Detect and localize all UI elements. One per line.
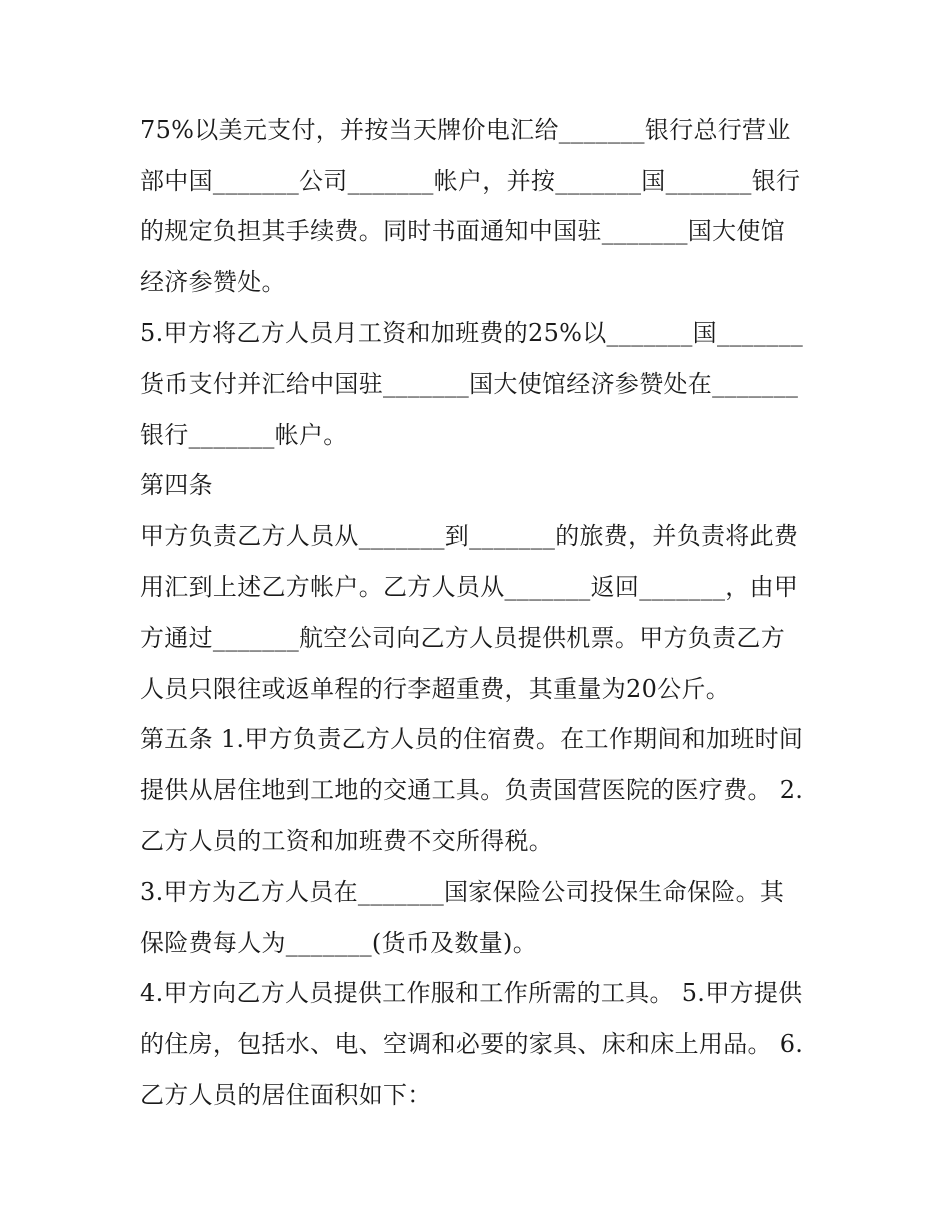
paragraph-line: 人员只限往或返单程的行李超重费，其重量为20公斤。 bbox=[140, 675, 731, 703]
paragraph-line: 5.甲方将乙方人员月工资和加班费的25%以_______国_______ bbox=[140, 319, 804, 347]
paragraph-line: 乙方人员的工资和加班费不交所得税。 bbox=[140, 827, 554, 855]
paragraph-line: 货币支付并汇给中国驻_______国大使馆经济参赞处在_______ bbox=[140, 370, 799, 398]
paragraph-line: 3.甲方为乙方人员在_______国家保险公司投保生命保险。其 bbox=[140, 878, 785, 906]
paragraph-line: 提供从居住地到工地的交通工具。负责国营医院的医疗费。 2. bbox=[140, 776, 804, 804]
paragraph-line: 经济参赞处。 bbox=[140, 268, 286, 296]
paragraph-line: 甲方负责乙方人员从_______到_______的旅费，并负责将此费 bbox=[140, 522, 799, 550]
paragraph-line: 75%以美元支付，并按当天牌价电汇给_______银行总行营业 bbox=[140, 116, 791, 144]
paragraph-line: 部中国_______公司_______帐户，并按_______国_______银行 bbox=[140, 167, 801, 195]
paragraph-line: 第五条 1.甲方负责乙方人员的住宿费。在工作期间和加班时间 bbox=[140, 725, 804, 753]
paragraph-line: 的住房，包括水、电、空调和必要的家具、床和床上用品。 6. bbox=[140, 1030, 804, 1058]
paragraph-line: 的规定负担其手续费。同时书面通知中国驻_______国大使馆 bbox=[140, 217, 785, 245]
paragraph-line: 4.甲方向乙方人员提供工作服和工作所需的工具。 5.甲方提供 bbox=[140, 979, 803, 1007]
section-heading: 第四条 bbox=[140, 471, 213, 499]
paragraph-line: 保险费每人为_______(货币及数量)。 bbox=[140, 929, 538, 957]
paragraph-line: 方通过_______航空公司向乙方人员提供机票。甲方负责乙方 bbox=[140, 624, 785, 652]
paragraph-line: 乙方人员的居住面积如下： bbox=[140, 1081, 432, 1109]
paragraph-line: 用汇到上述乙方帐户。乙方人员从_______返回_______，由甲 bbox=[140, 573, 799, 601]
paragraph-line: 银行_______帐户。 bbox=[140, 421, 348, 449]
